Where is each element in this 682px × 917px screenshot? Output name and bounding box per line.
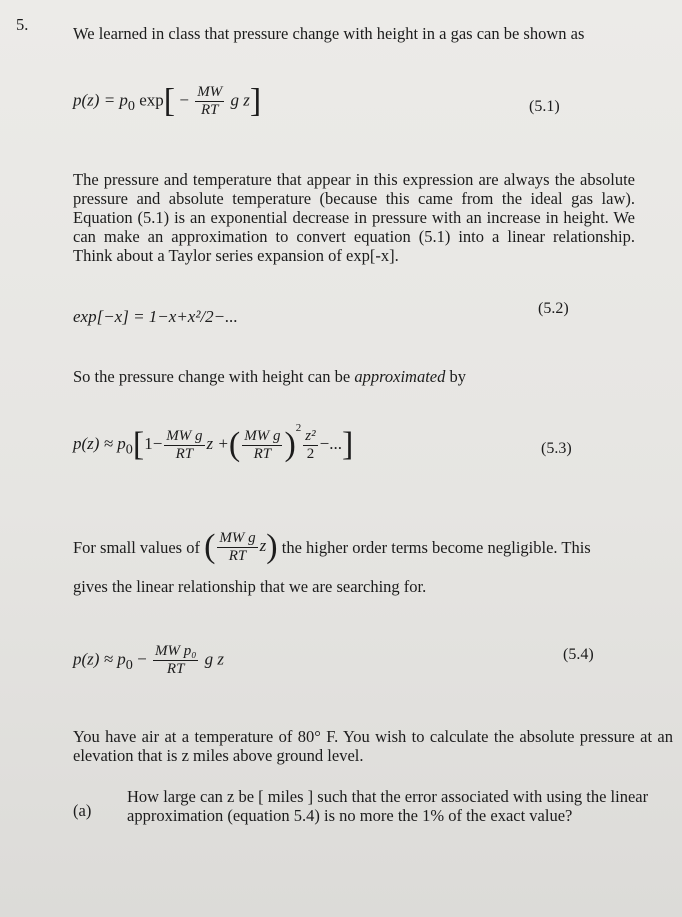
equation-5-3: $p(z) \approx p_0[1-$ $\frac{\text{MW g}}{RT}$ z +( $\frac{\text{MW g}}{RT}$ )$^2$ $\frac{\text{z²}}{2}$ −...] bbox=[73, 422, 354, 464]
eq4-sub: 0 bbox=[125, 656, 133, 673]
eq3-sub: 0 bbox=[125, 441, 133, 458]
para3-num: MW g bbox=[219, 530, 256, 546]
eq-number-5-2: (5.2) bbox=[538, 300, 569, 317]
equation-5-2: exp[−x] = 1−x+x²/2−... bbox=[73, 307, 238, 326]
eq3-one-minus: 1− bbox=[144, 434, 163, 453]
eq1-sub: 0 bbox=[127, 97, 135, 114]
eq3-den3: 2 bbox=[303, 445, 317, 463]
eq3-tail: −... bbox=[319, 434, 342, 453]
eq4-minus: − bbox=[132, 649, 147, 669]
eq4-lhs: p(z) ≈ p bbox=[73, 649, 126, 669]
equation-5-1: $p(z) = p_0$ exp[ − $\frac{MW}{RT}$ g z] bbox=[73, 82, 262, 120]
equation-5-4 bbox=[73, 643, 224, 678]
eq1-den: RT bbox=[195, 101, 224, 119]
eq1-tail: g z bbox=[230, 90, 250, 110]
paragraph-3-line-1: For small values of ( $\frac{\text{MW g}}{RT}$ z) the higher order terms become negligible. This bbox=[73, 528, 591, 566]
eq3-square: 2 bbox=[295, 422, 302, 434]
eq-number-5-1: (5.1) bbox=[529, 98, 560, 115]
eq3-num3: z² bbox=[305, 427, 316, 444]
eq3-num1: MW g bbox=[166, 427, 203, 444]
para2-post: by bbox=[445, 367, 467, 386]
part-a-label: (a) bbox=[73, 801, 92, 820]
eq3-num2: MW g bbox=[244, 427, 281, 444]
eq-number-5-3: (5.3) bbox=[541, 440, 572, 457]
para3-den: RT bbox=[217, 547, 257, 565]
eq-number-5-4: (5.4) bbox=[563, 646, 594, 663]
part-a-text: How large can z be [ miles ] such that the error associated with using the linear approximation (equation 5.4) is no more the 1% of the exact value? bbox=[127, 787, 649, 825]
eq1-lhs: p(z) = p bbox=[73, 90, 128, 110]
eq3-lhs: p(z) ≈ p bbox=[73, 434, 126, 453]
para2-em: approximated bbox=[354, 367, 446, 386]
intro-text: We learned in class that pressure change with height in a gas can be shown as bbox=[73, 24, 585, 43]
para3-post: the higher order terms become negligible. This bbox=[281, 538, 591, 558]
para2-pre: So the pressure change with height can be bbox=[73, 367, 355, 386]
problem-number: 5. bbox=[16, 15, 29, 34]
eq1-exp: exp bbox=[135, 90, 164, 110]
eq4-num: MW p₀ bbox=[154, 643, 197, 659]
para3-pre: For small values of bbox=[73, 538, 200, 558]
eq4-den: RT bbox=[153, 660, 198, 678]
eq1-num: MW bbox=[197, 84, 223, 100]
paragraph-4: You have air at a temperature of 80° F. You wish to calculate the absolute pressure at an elevation that is z miles above ground level. bbox=[73, 727, 673, 765]
eq4-tail: g z bbox=[204, 649, 225, 669]
eq3-den1: RT bbox=[164, 445, 204, 463]
para3-z: z bbox=[259, 536, 267, 556]
eq3-den2: RT bbox=[242, 445, 282, 463]
eq1-minus: − bbox=[179, 90, 189, 110]
paragraph-1: The pressure and temperature that appear in this expression are always the absolute pressure and absolute temperature (because this came from the ideal gas law). Equation (5.1) is an exponential decrease in pressure with an increase in height. We can make an approximation to convert equation (5.1) into a linear relationship. Think about a Taylor series expansion of exp[-x]. bbox=[73, 170, 635, 265]
eq3-mid: z + bbox=[206, 434, 229, 453]
paragraph-2 bbox=[73, 367, 466, 386]
paragraph-3-line-2: gives the linear relationship that we are searching for. bbox=[73, 577, 427, 596]
